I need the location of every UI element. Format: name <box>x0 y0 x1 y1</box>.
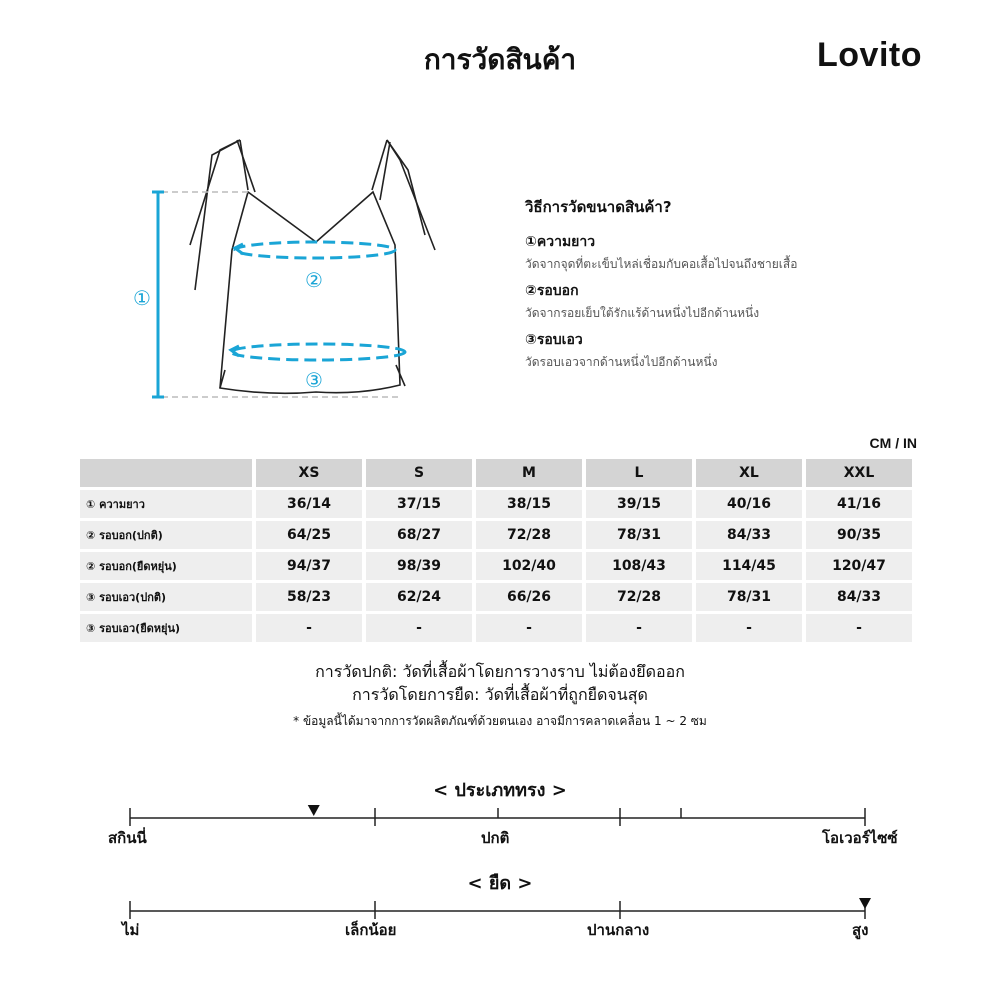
table-header-cell: L <box>586 459 692 487</box>
guide-desc-waist: วัดรอบเอวจากด้านหนึ่งไปอีกด้านหนึ่ง <box>525 355 718 369</box>
guide-title: วิธีการวัดขนาดสินค้า? <box>525 198 672 216</box>
table-cell: 94/37 <box>256 552 362 580</box>
footnote: * ข้อมูลนี้ได้มาจากการวัดผลิตภัณฑ์ด้วยตนเอง อาจมีการคลาดเคลื่อน 1 ~ 2 ซม <box>293 714 707 728</box>
measurement-notes <box>0 660 1000 706</box>
table-cell: 39/15 <box>586 490 692 518</box>
table-cell: - <box>696 614 802 642</box>
table-cell: 102/40 <box>476 552 582 580</box>
table-cell: 62/24 <box>366 583 472 611</box>
table-cell: 108/43 <box>586 552 692 580</box>
table-cell: - <box>586 614 692 642</box>
fit-label-oversize: โอเวอร์ไซซ์ <box>822 829 898 847</box>
table-header-cell: XXL <box>806 459 912 487</box>
stretch-label-medium: ปานกลาง <box>587 921 650 939</box>
note-stretch: การวัดโดยการยืด: วัดที่เสื้อผ้าที่ถูกยืดจนสุด <box>352 685 648 704</box>
table-row <box>80 490 912 518</box>
table-cell: 72/28 <box>586 583 692 611</box>
fit-scale-title: < ประเภททรง > <box>433 780 567 801</box>
table-header-cell: S <box>366 459 472 487</box>
guide-desc-length: วัดจากจุดที่ตะเข็บไหล่เชื่อมกับคอเสื้อไปจนถึงชายเสื้อ <box>525 257 798 271</box>
note-flat: การวัดปกติ: วัดที่เสื้อผ้าโดยการวางราบ ไม่ต้องยึดออก <box>315 662 685 681</box>
table-row <box>80 552 912 580</box>
waist-measure <box>231 344 405 360</box>
table-header-cell <box>80 459 252 487</box>
stretch-label-high: สูง <box>852 921 869 939</box>
size-table <box>76 456 916 645</box>
table-cell: 37/15 <box>366 490 472 518</box>
marker-waist: ③ <box>305 368 323 392</box>
table-cell: - <box>806 614 912 642</box>
row-label: ③ รอบเอว(ปกติ) <box>80 583 252 611</box>
table-cell: - <box>256 614 362 642</box>
stretch-scale <box>0 893 1000 923</box>
table-cell: - <box>476 614 582 642</box>
table-header-cell: XL <box>696 459 802 487</box>
table-cell: 58/23 <box>256 583 362 611</box>
unit-label: CM / IN <box>869 435 917 451</box>
marker-bust: ② <box>305 268 323 292</box>
row-label: ① ความยาว <box>80 490 252 518</box>
fit-label-skinny: สกินนี่ <box>108 829 147 847</box>
table-cell: 72/28 <box>476 521 582 549</box>
row-label: ② รอบอก(ยืดหยุ่น) <box>80 552 252 580</box>
measuring-guide <box>525 195 945 376</box>
table-cell: 84/33 <box>696 521 802 549</box>
stretch-label-none: ไม่ <box>122 921 140 939</box>
table-row <box>80 521 912 549</box>
guide-item-length: ①ความยาว <box>525 234 596 250</box>
table-cell: 38/15 <box>476 490 582 518</box>
fit-pointer-icon <box>308 805 320 816</box>
length-arrow <box>152 192 164 397</box>
table-row <box>80 583 912 611</box>
table-row <box>80 614 912 642</box>
bust-measure <box>235 242 395 258</box>
marker-length: ① <box>133 286 151 310</box>
table-cell: 120/47 <box>806 552 912 580</box>
table-cell: 90/35 <box>806 521 912 549</box>
garment-diagram <box>100 130 440 415</box>
table-cell: 66/26 <box>476 583 582 611</box>
table-cell: 68/27 <box>366 521 472 549</box>
table-cell: 36/14 <box>256 490 362 518</box>
guide-item-bust: ②รอบอก <box>525 283 579 299</box>
table-cell: 64/25 <box>256 521 362 549</box>
table-cell: 78/31 <box>696 583 802 611</box>
guide-desc-bust: วัดจากรอยเย็บใต้รักแร้ด้านหนึ่งไปอีกด้านหนึ่ง <box>525 306 760 320</box>
table-cell: 84/33 <box>806 583 912 611</box>
table-cell: 78/31 <box>586 521 692 549</box>
table-cell: 41/16 <box>806 490 912 518</box>
row-label: ② รอบอก(ปกติ) <box>80 521 252 549</box>
brand-logo: Lovito <box>817 36 922 74</box>
stretch-label-slight: เล็กน้อย <box>345 921 397 939</box>
table-cell: 114/45 <box>696 552 802 580</box>
stretch-pointer-icon <box>859 898 871 909</box>
table-header-cell: M <box>476 459 582 487</box>
table-cell: - <box>366 614 472 642</box>
table-cell: 40/16 <box>696 490 802 518</box>
table-cell: 98/39 <box>366 552 472 580</box>
guide-item-waist: ③รอบเอว <box>525 332 583 348</box>
fit-label-regular: ปกติ <box>481 829 510 847</box>
row-label: ③ รอบเอว(ยืดหยุ่น) <box>80 614 252 642</box>
stretch-scale-title: < ยืด > <box>467 873 533 894</box>
table-header-row <box>80 459 912 487</box>
table-header-cell: XS <box>256 459 362 487</box>
page-title: การวัดสินค้า <box>423 43 577 76</box>
